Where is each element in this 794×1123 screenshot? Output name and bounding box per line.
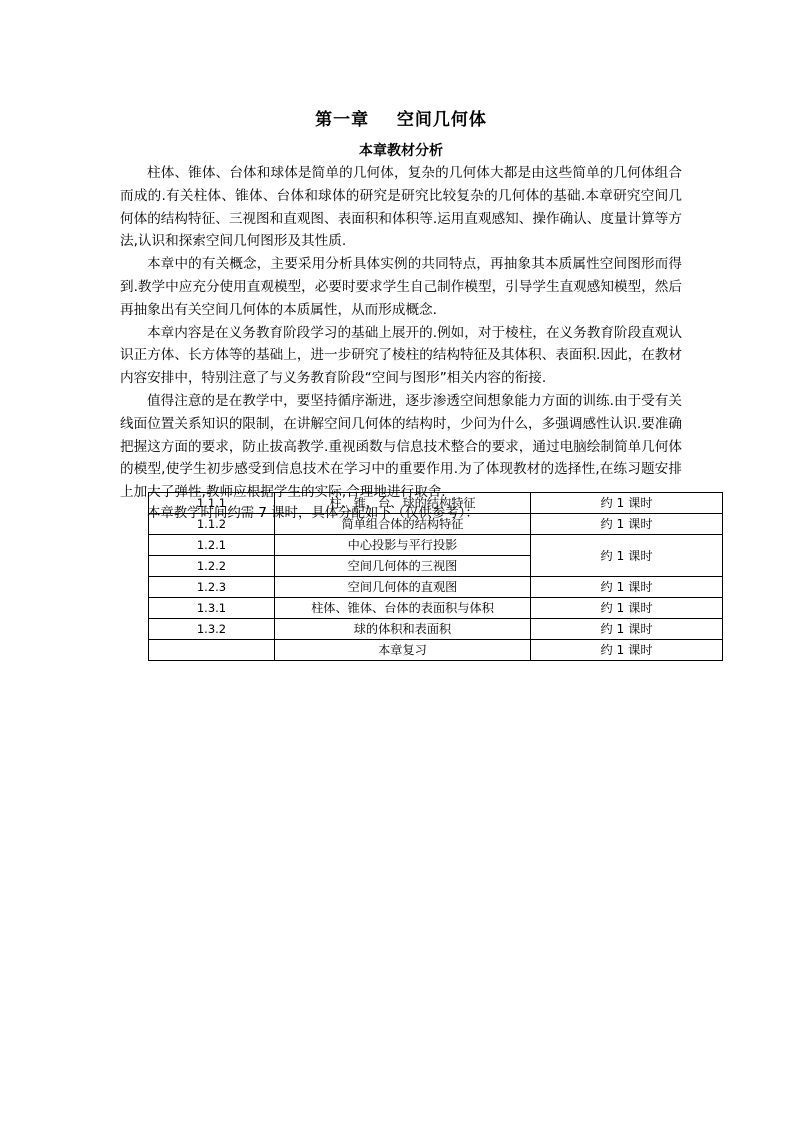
hours-cell: 约 1 课时: [531, 493, 723, 514]
table-row: [149, 493, 723, 514]
section-number-cell: 1.2.3: [149, 577, 275, 598]
table-row: [149, 577, 723, 598]
section-number-cell: 1.3.2: [149, 619, 275, 640]
hours-cell: 约 1 课时: [531, 640, 723, 661]
table-row: [149, 598, 723, 619]
table-intro: 本章教学时间约需 7 课时，具体分配如下（仅供参考）：: [147, 505, 479, 521]
hours-cell-merged: 约 1 课时: [531, 535, 723, 577]
topic-cell: 球的体积和表面积: [275, 619, 531, 640]
topic-cell: 中心投影与平行投影: [275, 535, 531, 556]
section-number-cell: 1.1.1: [149, 493, 275, 514]
hours-cell: 约 1 课时: [531, 619, 723, 640]
topic-cell: 空间几何体的三视图: [275, 556, 531, 577]
paragraph-1: 柱体、锥体、台体和球体是简单的几何体，复杂的几何体大都是由这些简单的几何体组合而成的.有关柱体、锥体、台体和球体的研究是研究比较复杂的几何体的基础.本章研究空间几何体的结构特征、三视图和直观图、表面积和体积等.运用直观感知、操作确认、度量计算等方法,认识和探索空间几何图形及其性质.: [120, 165, 682, 250]
topic-cell: 本章复习: [275, 640, 531, 661]
table-row: [149, 619, 723, 640]
hours-cell: 约 1 课时: [531, 598, 723, 619]
section-number-cell: [149, 640, 275, 661]
table-row: [149, 640, 723, 661]
schedule-table: [148, 492, 723, 661]
section-number-cell: 1.3.1: [149, 598, 275, 619]
chapter-title: 第一章 空间几何体: [315, 110, 487, 130]
hours-cell: 约 1 课时: [531, 514, 723, 535]
section-number-cell: 1.2.2: [149, 556, 275, 577]
section-number-cell: 1.1.2: [149, 514, 275, 535]
table-row: [149, 514, 723, 535]
paragraph-4: 值得注意的是在教学中，要坚持循序渐进，逐步渗透空间想象能力方面的训练.由于受有关线面位置关系知识的限制，在讲解空间几何体的结构时，少问为什么，多强调感性认识.要准确把握这方面的要求，防止拔高教学.重视函数与信息技术整合的要求，通过电脑绘制简单几何体的模型,使学生初步感受到信息技术在学习中的重要作用.为了体现教材的选择性,在练习题安排上加大了弹性,教师应根据学生的实际,合理地进行取舍.: [120, 392, 682, 501]
topic-cell: 柱体、锥体、台体的表面积与体积: [275, 598, 531, 619]
paragraph-2: 本章中的有关概念，主要采用分析具体实例的共同特点，再抽象其本质属性空间图形而得到.教学中应充分使用直观模型，必要时要求学生自己制作模型，引导学生直观感知模型，然后再抽象出有关空间几何体的本质属性，从而形成概念.: [120, 256, 682, 318]
paragraph-3: 本章内容是在义务教育阶段学习的基础上展开的.例如，对于棱柱，在义务教育阶段直观认识正方体、长方体等的基础上，进一步研究了棱柱的结构特征及其体积、表面积.因此，在教材内容安排中，特别注意了与义务教育阶段“空间与图形”相关内容的衔接.: [120, 324, 682, 387]
document-body: [120, 108, 682, 524]
topic-cell: 柱、锥、台、球的结构特征: [275, 493, 531, 514]
topic-cell: 空间几何体的直观图: [275, 577, 531, 598]
section-title: 本章教材分析: [359, 143, 443, 159]
hours-cell: 约 1 课时: [531, 577, 723, 598]
topic-cell: 简单组合体的结构特征: [275, 514, 531, 535]
section-number-cell: 1.2.1: [149, 535, 275, 556]
table-row: [149, 535, 723, 556]
